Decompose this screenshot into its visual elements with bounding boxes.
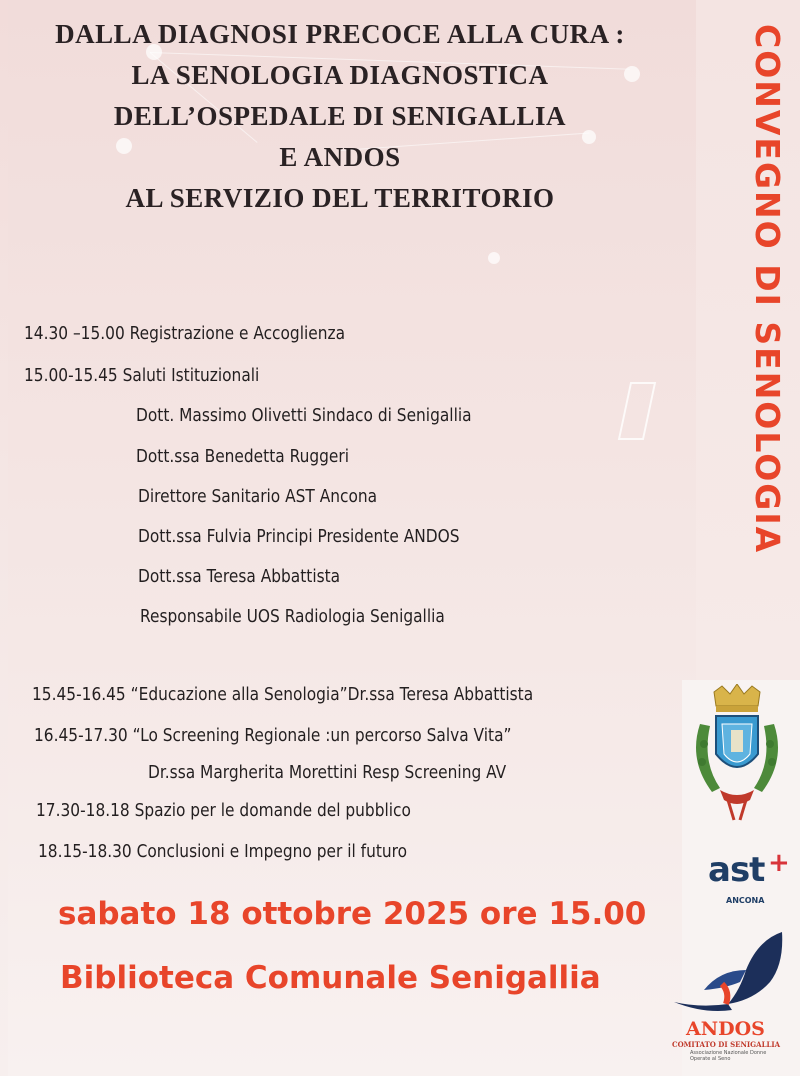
coat-of-arms-logo [684,684,790,834]
title-line-3: DELL’OSPEDALE DI SENIGALLIA [113,101,567,131]
program-speaker-role: Direttore Sanitario AST Ancona [138,487,378,507]
title-line-5: AL SERVIZIO DEL TERRITORIO [125,183,555,213]
decorative-dot [488,252,500,264]
program-speaker: Dott.ssa Benedetta Ruggeri [136,447,349,467]
event-date: sabato 18 ottobre 2025 ore 15.00 [58,896,647,932]
title-line-1: DALLA DIAGNOSI PRECOCE ALLA CURA : [55,19,625,49]
andos-logo [670,930,800,1076]
coat-of-arms-icon [684,684,790,834]
andos-logo-subtitle: COMITATO DI SENIGALLIA [672,1040,781,1049]
ast-plus-icon: + [768,848,790,878]
title-line-2: LA SENOLOGIA DIAGNOSTICA [131,60,549,90]
swallow-icon [670,930,790,1020]
program-item-registration: 14.30 –15.00 Registrazione e Accoglienza [24,324,346,344]
program-speaker-role: Responsabile UOS Radiologia Senigallia [140,607,445,627]
ast-logo-text: ast [708,850,765,890]
event-place: Biblioteca Comunale Senigallia [60,960,601,996]
program-speaker: Dott.ssa Teresa Abbattista [138,567,341,587]
program-speaker: Dott.ssa Fulvia Principi Presidente ANDOS [138,527,460,547]
andos-logo-text: ANDOS [686,1018,765,1040]
title-line-4: E ANDOS [279,142,401,172]
program-item-education: 15.45-16.45 “Educazione alla Senologia”Dr.ssa Teresa Abbattista [32,685,534,705]
program-item-greetings: 15.00-15.45 Saluti Istituzionali [24,366,260,386]
program-item-conclusions: 18.15-18.30 Conclusioni e Impegno per il futuro [38,842,408,862]
program-item-questions: 17.30-18.18 Spazio per le domande del pubblico [36,801,411,821]
program-item-screening: 16.45-17.30 “Lo Screening Regionale :un percorso Salva Vita” [34,726,512,746]
andos-logo-small: Associazione Nazionale Donne Operate al Seno [690,1050,767,1062]
program-speaker: Dr.ssa Margherita Morettini Resp Screening AV [148,763,507,783]
ast-ancona-logo [708,850,792,920]
program-speaker: Dott. Massimo Olivetti Sindaco di Senigallia [136,406,472,426]
conference-title [0,14,680,219]
side-title: CONVEGNO DI SENOLOGIA [748,24,787,555]
ast-logo-subtitle: ANCONA [726,896,765,905]
